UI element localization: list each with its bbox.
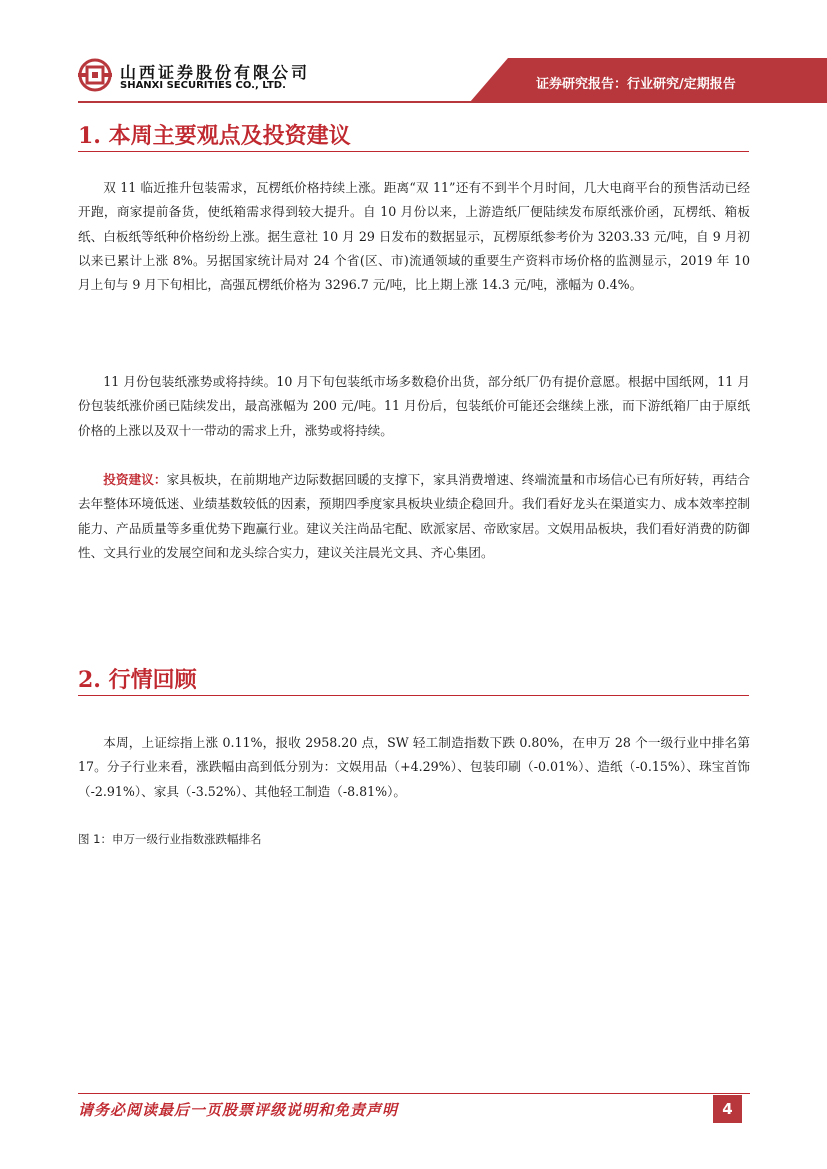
report-type: 证券研究报告：行业研究/定期报告	[536, 77, 736, 92]
figure-caption: 图 1：申万一级行业指数涨跌幅排名	[78, 832, 262, 846]
section-1-rule	[78, 151, 749, 152]
disclaimer-text: 请务必阅读最后一页股票评级说明和免责声明	[78, 1101, 399, 1119]
section-1-title: 1. 本周主要观点及投资建议	[78, 123, 351, 149]
section-2-title: 2. 行情回顾	[78, 667, 197, 693]
section-2-rule	[78, 695, 749, 696]
company-name-cn: 山西证券股份有限公司	[120, 63, 311, 82]
paragraph-paper-price-trend: 11 月份包装纸涨势或将持续。10 月下旬包装纸市场多数稳价出货，部分纸厂仍有提价意愿。根据中国纸网，11 月份包装纸涨价函已陆续发出，最高涨幅为 200 元/吨。11 月份后，包装纸价可能还会继续上涨，而下游纸箱厂由于原纸价格的上涨以及双十一带动的需求上升，涨势或将持续。	[78, 374, 750, 438]
investment-advice-text: 家具板块，在前期地产边际数据回暖的支撑下，家具消费增速、终端流量和市场信心已有所好转，再结合去年整体环境低迷、业绩基数较低的因素，预期四季度家具板块业绩企稳回升。我们看好龙头在渠道实力、成本效率控制能力、产品质量等多重优势下跑赢行业。建议关注尚品宅配、欧派家居、帝欧家居。文娱用品板块，我们看好消费的防御性、文具行业的发展空间和龙头综合实力，建议关注晨光文具、齐心集团。	[78, 472, 750, 560]
investment-advice-label: 投资建议：	[103, 472, 167, 487]
company-name-en: SHANXI SECURITIES CO., LTD.	[120, 80, 286, 91]
paragraph-investment-advice	[78, 468, 750, 565]
paragraph-market-review: 本周，上证综指上涨 0.11%，报收 2958.20 点，SW 轻工制造指数下跌 0.80%，在申万 28 个一级行业中排名第 17。分子行业来看，涨跌幅由高到低分别为：文娱用品（+4.29%）、包装印刷（-0.01%）、造纸（-0.15%）、珠宝首饰（-2.91%）、家具（-3.52%）、其他轻工制造（-8.81%）。	[78, 735, 750, 799]
page-header	[0, 0, 827, 112]
page-number: 4	[713, 1095, 742, 1123]
paragraph-packaging-demand: 双 11 临近推升包装需求，瓦楞纸价格持续上涨。距离“双 11”还有不到半个月时间，几大电商平台的预售活动已经开跑，商家提前备货，使纸箱需求得到较大提升。自 10 月份以来，上游造纸厂便陆续发布原纸涨价函，瓦楞纸、箱板纸、白板纸等纸种价格纷纷上涨。据生意社 10 月 29 日发布的数据显示，瓦楞原纸参考价为 3203.33 元/吨，自 9 月初以来已累计上涨 8%。另据国家统计局对 24 个省(区、市)流通领域的重要生产资料市场价格的监测显示，2019 年 10 月上旬与 9 月下旬相比，高强瓦楞纸价格为 3296.7 元/吨，比上期上涨 14.3 元/吨，涨幅为 0.4%。	[78, 180, 750, 293]
footer-rule	[78, 1093, 750, 1094]
header-rule	[78, 101, 827, 103]
company-logo-icon	[78, 58, 112, 92]
